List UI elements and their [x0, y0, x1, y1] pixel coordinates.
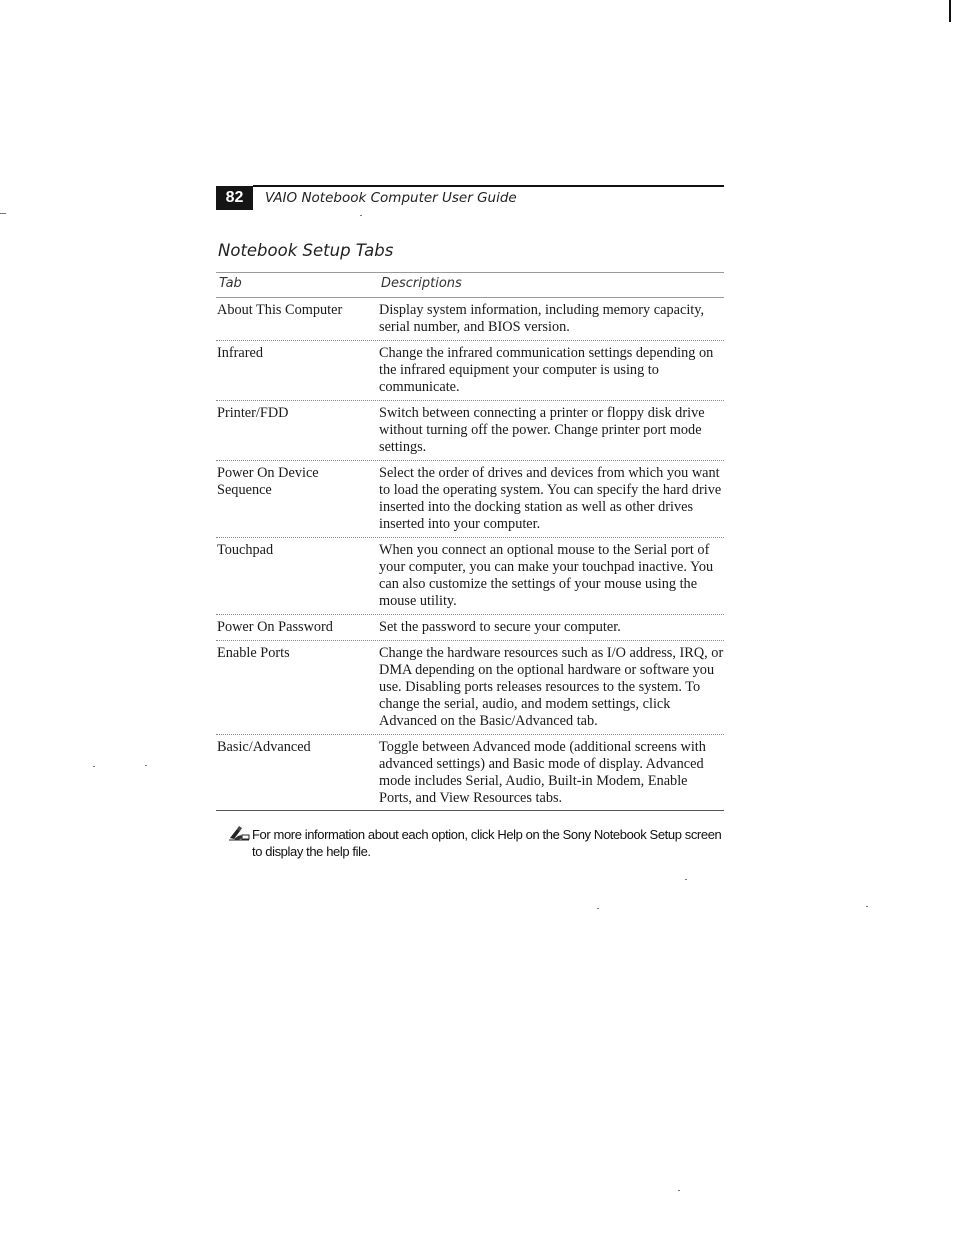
- column-header-tab: Tab: [219, 276, 242, 291]
- table-row: [216, 298, 724, 341]
- note-text: For more information about each option, click Help on the Sony Notebook Setup screen to display the help file.: [252, 827, 722, 859]
- column-header-descriptions: Descriptions: [381, 276, 462, 291]
- scan-speck: [685, 879, 687, 880]
- description-cell: Toggle between Advanced mode (additional screens with advanced settings) and Basic mode of display. Advanced mode includes Serial, Audio, Built-in Modem, Enable Ports, and View Resources tabs.: [379, 739, 706, 806]
- page-number: 82: [216, 186, 253, 210]
- description-cell: Switch between connecting a printer or floppy disk drive without turning off the power. Change printer port mode settings.: [379, 405, 705, 455]
- tab-name-cell: Power On Device Sequence: [217, 465, 319, 498]
- scan-speck: [678, 1190, 680, 1191]
- help-note: [228, 826, 728, 860]
- description-cell: Change the infrared communication settings depending on the infrared equipment your computer is using to communicate.: [379, 345, 714, 395]
- table-row: [216, 538, 724, 615]
- setup-tabs-table: [216, 272, 724, 811]
- scan-speck: [145, 765, 147, 766]
- tab-name-cell: About This Computer: [217, 302, 343, 318]
- writing-hand-icon: [228, 825, 250, 841]
- tab-name-cell: Infrared: [217, 345, 264, 361]
- table-row: [216, 641, 724, 735]
- description-cell: Select the order of drives and devices from which you want to load the operating system. You can specify the hard drive inserted into the docking station as well as other drives inserted into your computer.: [379, 465, 722, 532]
- running-title: VAIO Notebook Computer User Guide: [265, 190, 517, 206]
- table-row: [216, 341, 724, 401]
- table-row: [216, 401, 724, 461]
- table-row: [216, 735, 724, 811]
- tab-name-cell: Basic/Advanced: [217, 739, 311, 755]
- description-cell: Display system information, including memory capacity, serial number, and BIOS version.: [379, 302, 705, 335]
- description-cell: Change the hardware resources such as I/O address, IRQ, or DMA depending on the optional hardware or software you use. Disabling ports releases resources to the system. To change the serial, audio, and modem settings, click Advanced on the Basic/Advanced tab.: [379, 645, 724, 729]
- tab-name-cell: Touchpad: [217, 542, 274, 558]
- description-cell: Set the password to secure your computer.: [379, 619, 621, 635]
- tab-name-cell: Enable Ports: [217, 645, 290, 661]
- tab-name-cell: Power On Password: [217, 619, 333, 635]
- page-edge-mark: [949, 0, 951, 22]
- description-cell: When you connect an optional mouse to the Serial port of your computer, you can make your touchpad inactive. You can also customize the settings of your mouse using the mouse utility.: [379, 542, 714, 609]
- table-row: [216, 461, 724, 538]
- scan-speck: [360, 215, 362, 216]
- table-header-row: [216, 272, 724, 298]
- scan-speck: [0, 213, 6, 214]
- scan-speck: [597, 908, 599, 909]
- scan-speck: [93, 766, 95, 767]
- section-title: Notebook Setup Tabs: [218, 241, 394, 260]
- tab-name-cell: Printer/FDD: [217, 405, 289, 421]
- scan-speck: [866, 906, 868, 907]
- table-row: [216, 615, 724, 641]
- header-rule: [253, 185, 724, 187]
